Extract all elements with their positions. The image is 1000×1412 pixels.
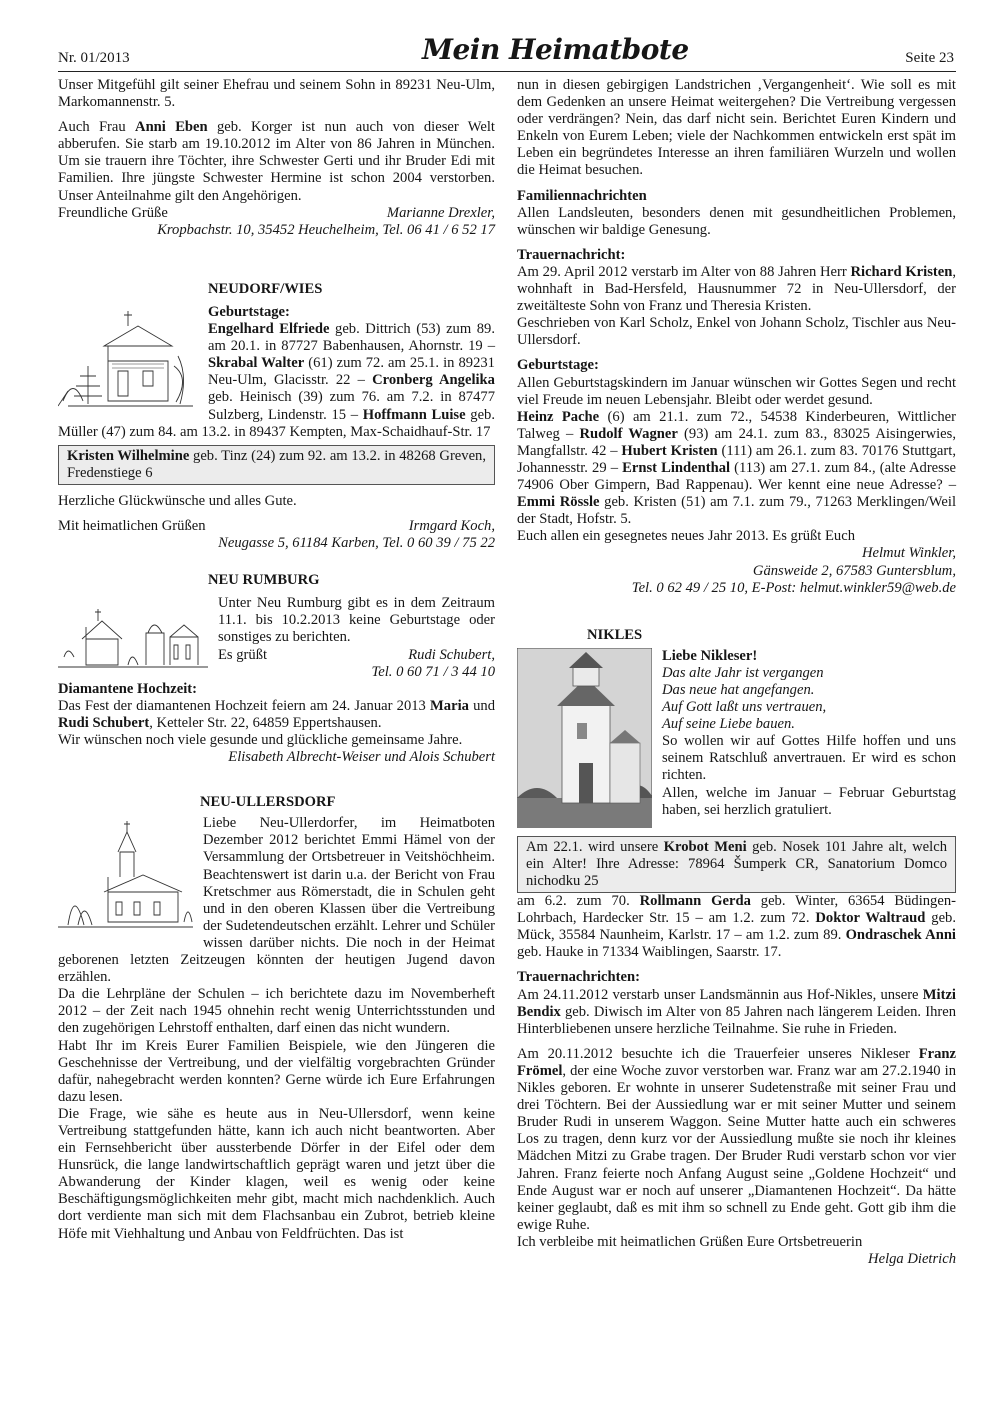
- paragraph: Allen Geburtstagskindern im Januar wünschen wir Gottes Segen und recht viel Freude im neuen Lebensjahr. Bleibt oder werdet gesund.: [517, 374, 956, 408]
- paragraph: Wir wünschen noch viele gesunde und glückliche gemeinsame Jahre.: [58, 732, 463, 748]
- paragraph: Die Frage, wie sähe es heute aus in Neu-Ullersdorf, wenn keine Vertreibung stattgefunden hätte, kann ich auch nicht beantworten. Aber ein Fernsehbericht über aussterbende Dörfer in der Eifel oder dem Hunsrück, die lange landwirtschaftlich geprägt waren und jetzt über die Abwanderung der Kinder klagen, weil es wenig oder keine Beschäftigungsmöglichkeiten mehr gibt, macht mich nachdenklich. Auch dort verdiente man sich mit dem Flachsanbau ein Zubrot, betrieb kleine Höfe mit Viehhaltung und Anbau von Feldfrüchten. Das ist: [58, 1105, 495, 1242]
- paragraph: Das Fest der diamantenen Hochzeit feiern am 24. Januar 2013 Maria und Rudi Schubert, Ketteler Str. 22, 64859 Eppertshausen.: [58, 697, 496, 731]
- paragraph: Habt Ihr im Kreis Eurer Familien Beispiele, wie den Jüngeren die Geschehnisse der Vertreibung, und der vielfältig vorgebrachten Gründer dafür, nahegebracht werden konnten? Gerne würde ich Eure Erfahrungen dazu lesen.: [58, 1037, 495, 1105]
- subheading-obituary: Trauernachricht:: [517, 246, 626, 263]
- paragraph: Am 24.11.2012 verstarb unser Landsmännin aus Hof-Nikles, unsere Mitzi Bendix geb. Diwisch im Alter von 85 Jahren nach längerem Leiden. Ihren Hinterbliebenen unsere herzliche Teilnahme. Sie ruhe in Frieden.: [517, 986, 956, 1037]
- paragraph: Geschrieben von Karl Scholz, Enkel von Johann Scholz, Tischler aus Neu-Ullersdorf.: [517, 315, 956, 349]
- section-title-nikles: NIKLES: [587, 626, 643, 643]
- greeting: Mit heimatlichen Grüßen: [58, 517, 206, 534]
- greeting-heading: Liebe Nikleser!: [662, 647, 758, 664]
- signature-line: [58, 205, 495, 222]
- paragraph: Am 29. April 2012 verstarb im Alter von 88 Jahren Herr Richard Kristen, wohnhaft in Bad-Hersfeld, Hausnummer 72 in Neu-Ullersdorf, der zweitälteste Sohn von Franz und Theresia Kristen.: [517, 263, 956, 315]
- signature-address: Kropbachstr. 10, 35452 Heuchelheim, Tel. 06 41 / 6 52 17: [157, 221, 495, 238]
- header-rule: [58, 71, 956, 72]
- section-title-neudorf: NEUDORF/WIES: [208, 280, 323, 297]
- signature-line: [218, 647, 495, 664]
- greeting: Es grüßt: [218, 646, 268, 663]
- paragraph: Kristen Wilhelmine geb. Tinz (24) zum 92. am 13.2. in 48268 Greven, Fredenstiege 6: [67, 447, 486, 481]
- highlight-box: [517, 836, 956, 893]
- signature-contact: Tel. 0 62 49 / 25 10, E-Post: helmut.winkler59@web.de: [631, 579, 956, 596]
- subheading-birthdays: Geburtstage:: [517, 357, 599, 374]
- paragraph: Auch Frau Anni Eben geb. Korger ist nun auch von dieser Welt abberufen. Sie starb am 19.10.2012 im Alter von 86 Jahren in München. Um sie trauern ihre Töchter, ihre Schwester Gerti und ihr Bruder Edi mit Familien. Ihre jüngste Schwester Hermine ist schon 2004 verstorben. Unser Anteilnahme gilt den Angehörigen.: [58, 119, 495, 204]
- page-number: Seite 23: [905, 50, 954, 66]
- paragraph: Allen, welche im Januar – Februar Geburtstag haben, sei herzlich gratuliert.: [662, 784, 956, 818]
- poem-line: Auf seine Liebe bauen.: [662, 716, 795, 733]
- paragraph: Unter Neu Rumburg gibt es in dem Zeitraum 11.1. bis 10.2.2013 keine Geburtstage oder sonstiges zu berichten.: [218, 595, 495, 646]
- paragraph: Am 22.1. wird unsere Krobot Meni geb. Nosek 101 Jahre alt, welch ein Alter! Ihre Adresse: 78964 Šumperk CR, Sanatorium Domco nichodku 25: [526, 838, 947, 889]
- paragraph: Engelhard Elfriede geb. Dittrich (53) zum 89. am 20.1. in 87727 Babenhausen, Ahornstr. 19 – Skrabal Walter (61) zum 72. am 25.1. in 89231 Neu-Ulm, Glacisstr. 22 – Cronberg Angelika geb. Heinisch (39) zum 76. am 7.2. in 87477 Sulzberg, Lindenstr. 15 – Hoffmann Luise geb. Müller (47) zum 84. am 13.2. in 89437 Kempten, Max-Schaidhauf-Str. 17: [58, 321, 496, 440]
- paragraph: Da die Lehrpläne der Schulen – ich berichtete dazu im Novemberheft 2012 – der Zeit nach 1945 ohnehin recht wenig Unterrichtsstunden und den zugehörigen Lehrstoff enthalten, darf einen das nicht wundern.: [58, 986, 495, 1037]
- paragraph: Unser Mitgefühl gilt seiner Ehefrau und seinem Sohn in 89231 Neu-Ulm, Markomannenstr. 5.: [58, 77, 495, 111]
- signature-name: Irmgard Koch,: [408, 517, 495, 534]
- paragraph: Am 20.11.2012 besuchte ich die Trauerfeier unseres Nikleser Franz Frömel, der eine Woche zuvor verstorben war. Franz war am 27.2.1940 in Nikles geboren. Er wohnte in unserer Sudetenstraße mit seiner Frau und drei Töchtern. Bei der Aussiedlung war er mit seiner Mutter und seinem Bruder Rudi in unserem Waggon. Seine Mutter hatte auch ein schweres Los zu tragen, denn kurz vor der Aussiedlung mußte sie noch ihr kleines Mädchen Mitzi zu Grabe tragen. Der Bruder Rudi verstarb schon vor vier Jahren. Franz feierte noch Anfang August seine „Goldene Hochzeit“ und Ende August war er noch auf unserer „Diamantenen Hochzeit“. Da hätte keiner geglaubt, daß es mit ihm so schnell zu Ende geht. Gott gib ihm die ewige Ruhe.: [517, 1045, 956, 1233]
- subheading-birthdays: Geburtstage:: [208, 303, 290, 320]
- name-bold: Anni Eben: [135, 119, 208, 136]
- right-column: [517, 77, 956, 1268]
- church-photo-nikles: [517, 648, 652, 828]
- paragraph: Euch allen ein gesegnetes neues Jahr 2013. Es grüßt Euch: [517, 528, 855, 545]
- signature-address: Gänsweide 2, 67583 Guntersblum,: [752, 562, 956, 579]
- paragraph: Allen Landsleuten, besonders denen mit gesundheitlichen Problemen, wünschen wir baldige Genesung.: [517, 204, 956, 238]
- paragraph: am 6.2. zum 70. Rollmann Gerda geb. Winter, 63654 Büdingen-Lohrbach, Hardecker Str. 15 – am 1.2. zum 72. Doktor Waltraud geb. Mück, 35584 Naunheim, Karlstr. 17 – am 1.2. zum 89. Ondraschek Anni geb. Hauke in 71334 Waiblingen, Saarstr. 17.: [517, 893, 957, 961]
- paragraph: Herzliche Glückwünsche und alles Gute.: [58, 492, 297, 509]
- paragraph: So wollen wir auf Gottes Hilfe hoffen und uns seinem Ratschluß anvertrauen. Er wird es schon richten.: [662, 733, 956, 784]
- village-drawing-rumburg: [58, 597, 208, 677]
- signature-name: Helmut Winkler,: [861, 545, 956, 562]
- signature-name: Marianne Drexler,: [386, 204, 495, 221]
- highlight-box: [58, 445, 495, 485]
- subheading-diamond-wedding: Diamantene Hochzeit:: [58, 680, 198, 697]
- poem-line: Auf Gott laßt uns vertrauen,: [662, 699, 827, 716]
- signature-phone: Tel. 0 60 71 / 3 44 10: [371, 663, 495, 680]
- signature-name: Rudi Schubert,: [408, 646, 495, 663]
- greeting: Freundliche Grüße: [58, 204, 168, 221]
- signature-line: [58, 518, 495, 535]
- subheading-family-news: Familiennachrichten: [517, 187, 647, 204]
- section-title-neu-rumburg: NEU RUMBURG: [208, 572, 320, 589]
- church-drawing-neudorf: [58, 306, 198, 418]
- poem-line: Das alte Jahr ist vergangen: [662, 664, 824, 681]
- church-drawing-ullersdorf: [58, 817, 193, 937]
- signature-name: Helga Dietrich: [868, 1250, 956, 1267]
- left-column: [58, 77, 495, 1243]
- masthead-logo: Mein Heimatbote: [422, 33, 689, 66]
- paragraph: Heinz Pache (6) am 21.1. zum 72., 54538 Kinderbeuren, Wittlicher Talweg – Rudolf Wagner (93) am 24.1. zum 83., 83025 Aisingerwies, Mangfallstr. 42 – Hubert Kristen (111) am 26.1. zum 83. 70176 Stuttgart, Johannesstr. 29 – Ernst Lindenthal (113) am 27.1. zum 84., (alte Adresse 74906 Ober Gimpern, Bad Rappenau). Wer kennt eine neue Adresse? – Emmi Rössle geb. Kristen (51) am 7.1. zum 79., 71263 Merklingen/Weil der Stadt, Hofstr. 5.: [517, 408, 956, 528]
- poem-line: Das neue hat angefangen.: [662, 682, 815, 698]
- section-title-neu-ullersdorf: NEU-ULLERSDORF: [200, 794, 336, 811]
- signature-address: Neugasse 5, 61184 Karben, Tel. 0 60 39 / 75 22: [218, 535, 495, 552]
- paragraph: Ich verbleibe mit heimatlichen Grüßen Eure Ortsbetreuerin: [517, 1233, 863, 1250]
- subheading-obituaries: Trauernachrichten:: [517, 969, 640, 986]
- paragraph: Liebe Neu-Ullerdorfer, im Heimatboten Dezember 2012 berichtet Emmi Hämel von der Versammlung der Ortsbetreuer in Veitshöchheim. Beachtenswert ist darin u.a. der Bericht von Frau Kretschmer aus Römerstadt, die in Schulen geht und in den oberen Klassen über die Vertreibung der Sudetendeutschen erzählt. Lehrer und Schüler wissen darüber nichts. Die noch in der Heimat geborenen letzten Zeitzeugen könnten der heutigen Jugend davon erzählen.: [58, 815, 495, 986]
- paragraph: nun in diesen gebirgigen Landstrichen ‚Vergangenheit‘. Wie soll es mit dem Gedenken an unsere Heimat weitergehen? Die Vertreibung vergessen oder verdrängen? Nein, das darf nicht sein. Berichtet Euren Kindern und Enkeln von Eurem Leben; viele der Nachkommen entwickeln erst spät im Leben ein begründetes Interesse an ihren familiären Wurzeln und wollen die Heimat besuchen.: [517, 77, 956, 179]
- signature-names: Elisabeth Albrecht-Weiser und Alois Schubert: [228, 749, 495, 766]
- issue-number: Nr. 01/2013: [58, 50, 130, 66]
